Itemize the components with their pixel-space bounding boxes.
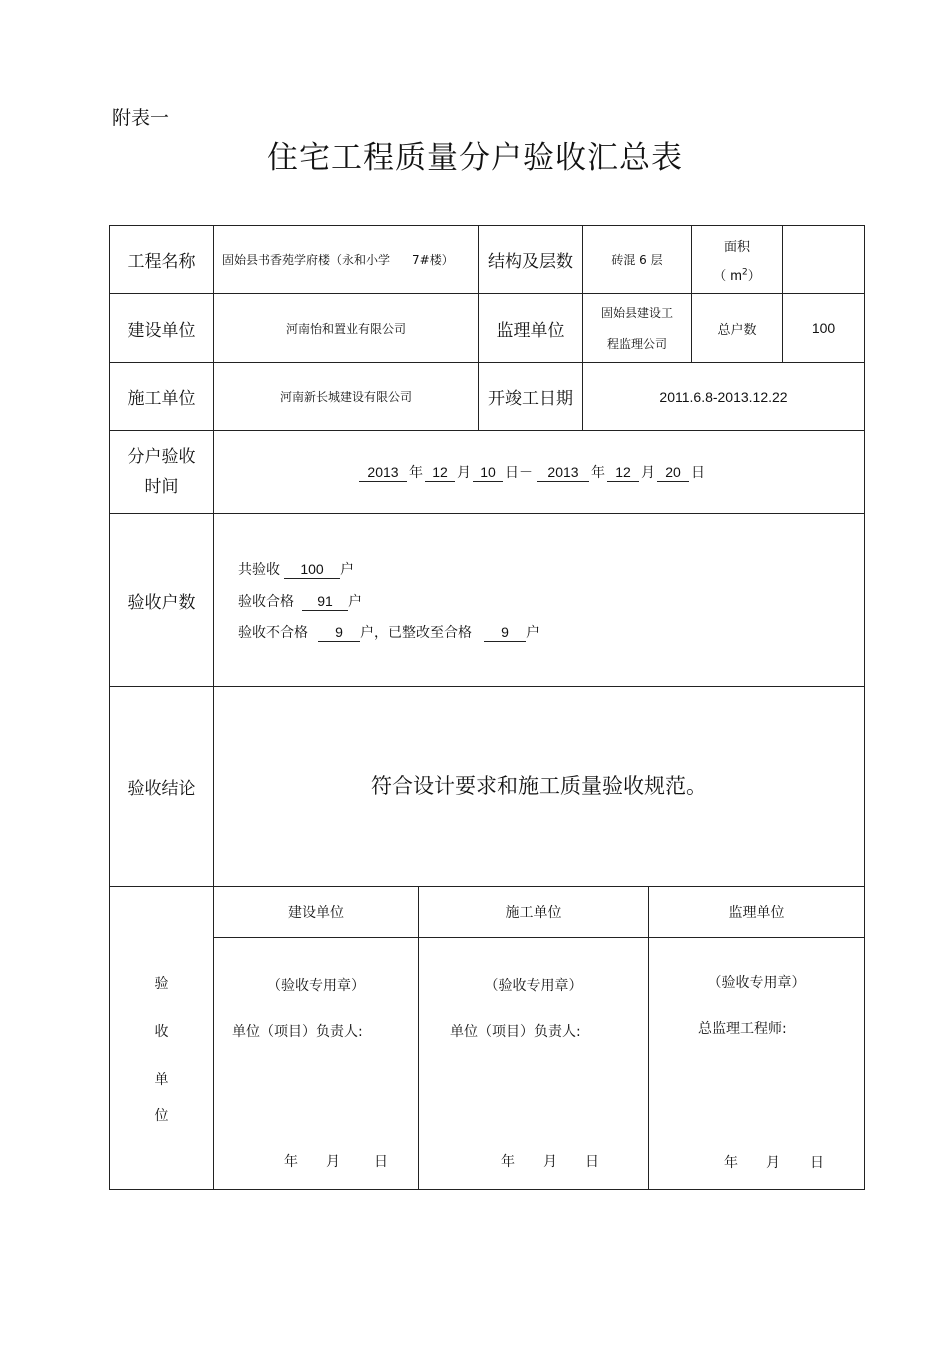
dates-value: 2011.6.8-2013.12.22 [659,388,788,405]
area-value [783,226,864,293]
supervisor-label: 监理单位 [496,320,565,341]
owner-label: 建设单位 [127,320,196,341]
contractor-value: 河南新长城建设有限公司 [279,390,412,404]
contractor-label: 施工单位 [127,389,196,409]
owner-value: 河南怡和置业有限公司 [285,321,406,336]
attachment-label: 附表一 [112,107,170,129]
households-label: 总户数 [717,322,757,338]
acceptance-time-label: 分户验收 时间 [127,447,196,497]
contractor-seal: （验收专用章） [484,978,583,994]
conclusion-text: 符合设计要求和施工质量验收规范。 [371,774,707,798]
owner-unit-column-title: 建设单位 [288,905,344,921]
supervisor-signer: 总监理工程师: [698,1021,787,1037]
supervisor-value: 固始县建设工 程监理公司 [600,306,673,351]
structure-value: 砖混 6 层 [611,253,663,267]
acceptance-unit-label: 验 收 单 位 [154,976,169,1124]
contractor-unit-column-title: 施工单位 [505,905,562,921]
owner-seal: （验收专用章） [267,978,365,994]
supervisor-date: 年 月 日 [724,1155,824,1171]
area-label: 面积 （ $m^2$） [713,239,761,284]
structure-label: 结构及层数 [488,252,573,272]
project-name-label: 工程名称 [127,252,196,272]
contractor-signer: 单位（项目）负责人: [450,1024,581,1040]
supervisor-unit-column-title: 监理单位 [728,905,785,921]
households-value: 100 [811,320,836,336]
dates-label: 开竣工日期 [488,389,573,409]
failed-count: 验收不合格 9 户，已整改至合格 9 户 [238,624,540,641]
acceptance-time-range: 2013 年 12 月 10 日－ 2013 年 12 月 20 日 [214,431,864,513]
owner-date: 年 月 日 [284,1154,388,1170]
page-title: 住宅工程质量分户验收汇总表 [267,140,683,176]
households-count-label: 验收户数 [127,592,196,613]
contractor-date: 年 月 日 [501,1154,599,1170]
supervisor-seal: （验收专用章） [707,975,806,991]
owner-signer: 单位（项目）负责人: [232,1024,363,1040]
project-name-value: 固始县书香苑学府楼（永和小学 7#楼） [222,253,454,267]
total-inspected: 共验收 100 户 [238,561,354,578]
passed-count: 验收合格 91 户 [238,593,362,610]
conclusion-label: 验收结论 [127,779,196,799]
